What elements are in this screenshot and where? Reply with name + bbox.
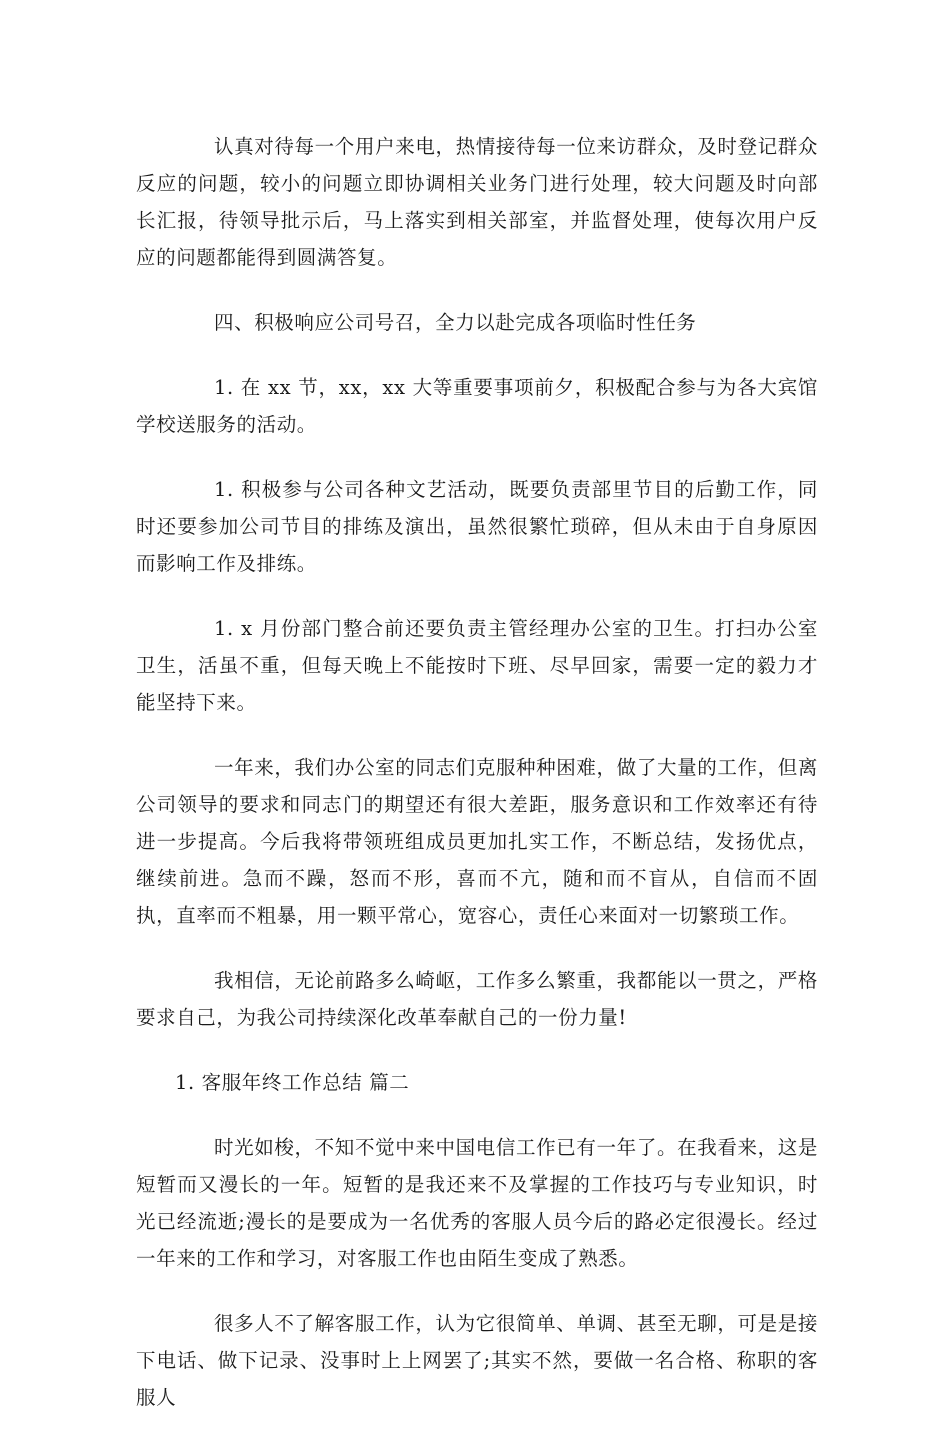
- paragraph-time-flies: 时光如梭，不知不觉中来中国电信工作已有一年了。在我看来，这是短暂而又漫长的一年。短暂的是我还来不及掌握的工作技巧与专业知识，时光已经流逝;漫长的是要成为一名优秀的客服人员今后的路必定很漫长。经过一年来的工作和学习，对客服工作也由陌生变成了熟悉。: [136, 1136, 818, 1270]
- paragraph-conclusion: 我相信，无论前路多么崎岖，工作多么繁重，我都能以一贯之，严格要求自己，为我公司持续深化改革奉献自己的一份力量!: [136, 969, 818, 1029]
- document-page: [136, 128, 818, 1444]
- paragraph-year-summary: 一年来，我们办公室的同志们克服种种困难，做了大量的工作，但离公司领导的要求和同志门的期望还有很大差距，服务意识和工作效率还有待进一步提高。今后我将带领班组成员更加扎实工作，不断总结，发扬优点，继续前进。急而不躁，怒而不形，喜而不亢，随和而不盲从，自信而不固执，直率而不粗暴，用一颗平常心，宽容心，责任心来面对一切繁琐工作。: [136, 756, 818, 927]
- paragraph-festival-service: 1. 在 xx 节，xx，xx 大等重要事项前夕，积极配合参与为各大宾馆学校送服务的活动。: [136, 376, 818, 436]
- paragraph-arts-activities: 1. 积极参与公司各种文艺活动，既要负责部里节目的后勤工作，同时还要参加公司节目的排练及演出，虽然很繁忙琐碎，但从未由于自身原因而影响工作及排练。: [136, 478, 818, 575]
- section-heading-part-two: 1. 客服年终工作总结 篇二: [175, 1071, 410, 1094]
- paragraph-office-cleaning: 1. x 月份部门整合前还要负责主管经理办公室的卫生。打扫办公室卫生，活虽不重，但每天晚上不能按时下班、尽早回家，需要一定的毅力才能坚持下来。: [136, 617, 818, 714]
- section-heading-four: 四、积极响应公司号召，全力以赴完成各项临时性任务: [214, 311, 697, 334]
- paragraph-misconception: 很多人不了解客服工作，认为它很简单、单调、甚至无聊，可是是接下电话、做下记录、没事时上上网罢了;其实不然，要做一名合格、称职的客服人: [136, 1312, 818, 1409]
- paragraph-reception: 认真对待每一个用户来电，热情接待每一位来访群众，及时登记群众反应的问题，较小的问题立即协调相关业务门进行处理，较大问题及时向部长汇报，待领导批示后，马上落实到相关部室，并监督处理，使每次用户反应的问题都能得到圆满答复。: [136, 135, 818, 269]
